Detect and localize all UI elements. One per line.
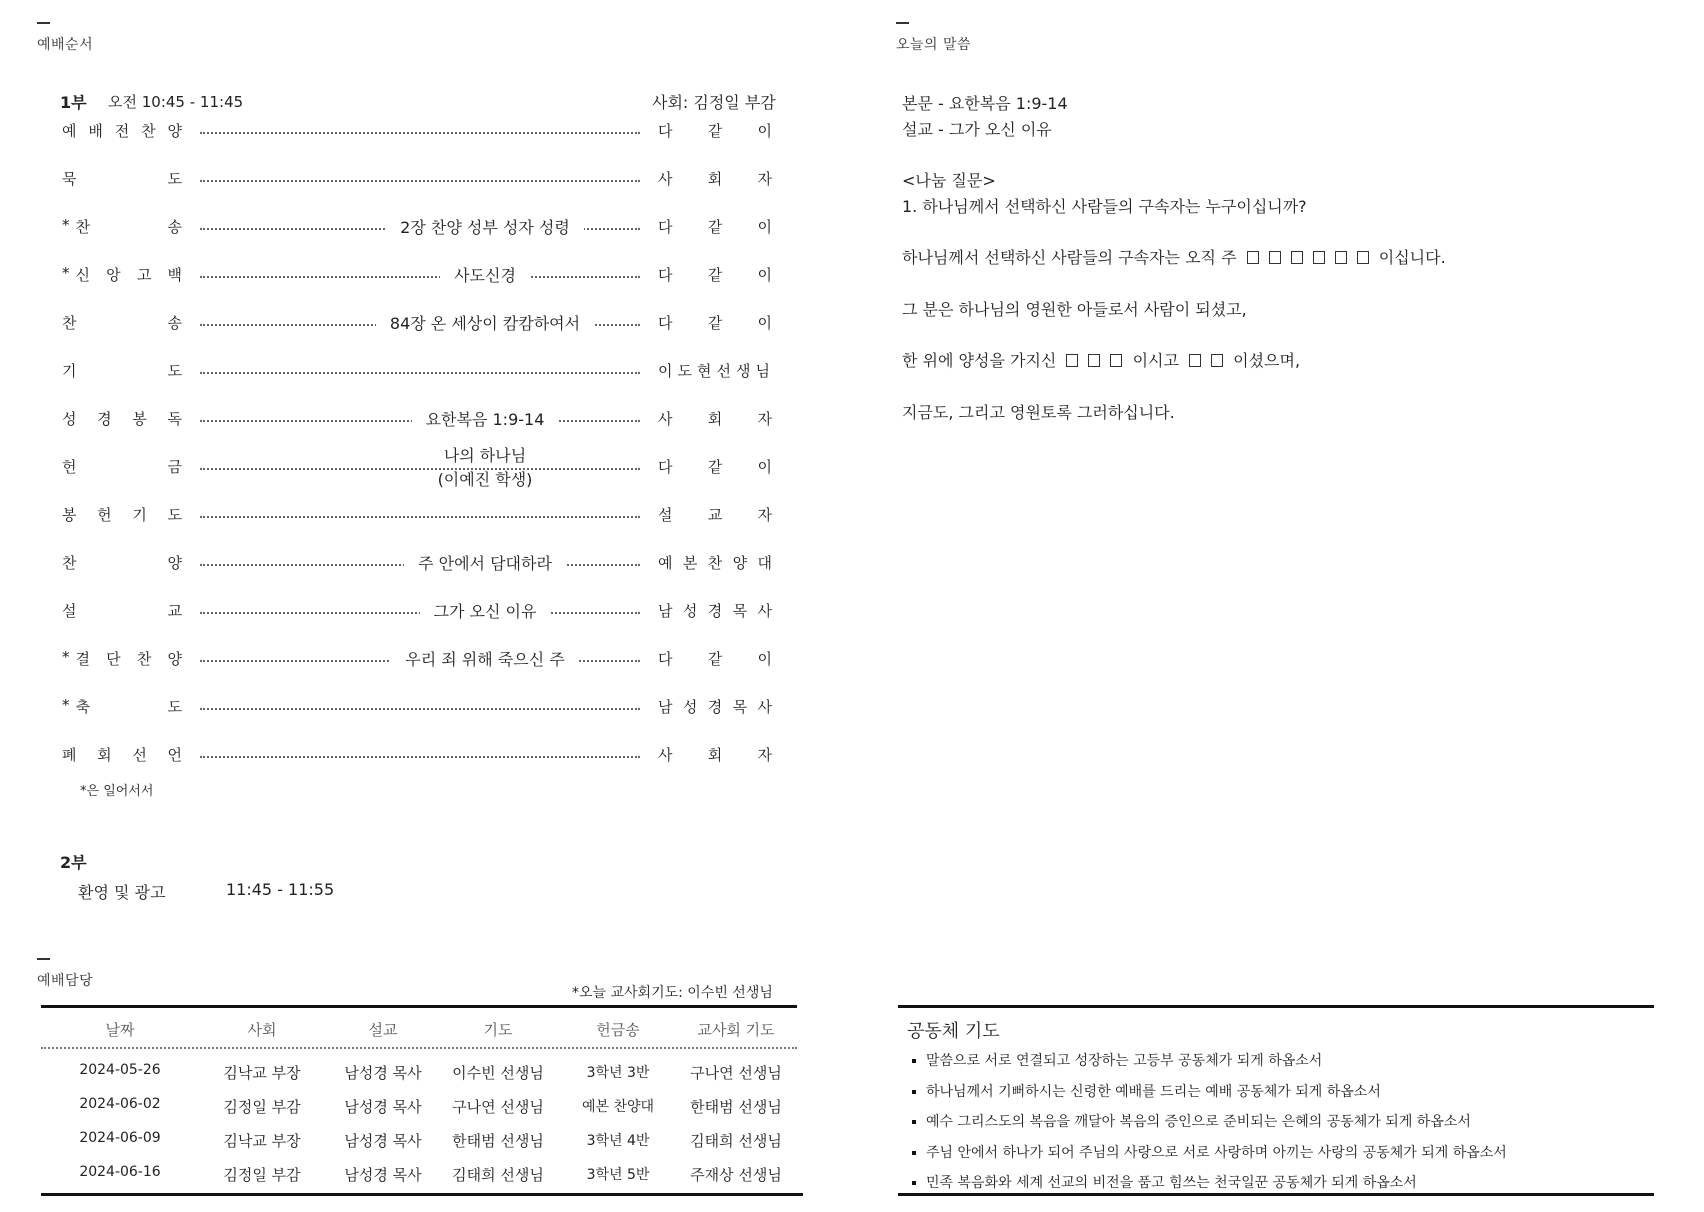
- label-char: 도: [167, 362, 182, 380]
- table-cell: 남성경 목사: [344, 1132, 422, 1150]
- label-char: 성: [62, 410, 77, 428]
- label-char: 백: [167, 266, 182, 284]
- table-header-cell: 날짜: [105, 1021, 135, 1039]
- detail-text: 84장 온 세상이 캄캄하여서: [376, 314, 594, 333]
- order-item-label: [62, 744, 182, 765]
- order-item-label: [62, 504, 182, 525]
- label-char: 금: [167, 458, 182, 476]
- bullet-icon: [912, 1151, 916, 1155]
- label-char: 찬: [136, 650, 152, 668]
- responsible-char: 이: [757, 266, 772, 284]
- order-item-label: [62, 408, 182, 429]
- responsible-char: 교: [707, 506, 723, 524]
- table-cell: 3학년 5반: [586, 1167, 650, 1183]
- prayer-text: 민족 복음화와 세계 선교의 비전을 품고 힘쓰는 천국일꾼 공동체가 되게 하옵소서: [926, 1175, 1417, 1191]
- order-item-responsible: [658, 600, 772, 621]
- responsible-char: 다: [658, 122, 673, 140]
- responsible-char: 이: [757, 314, 772, 332]
- order-item-detail: [324, 648, 646, 672]
- responsible-char: 같: [707, 458, 723, 476]
- leader-dots: [200, 180, 640, 182]
- order-row: [62, 264, 772, 288]
- label-char: 묵: [62, 170, 77, 188]
- label-char: 헌: [97, 506, 112, 524]
- order-row: [62, 360, 772, 384]
- label-char: 기: [62, 362, 77, 380]
- table-header-cell: 헌금송: [596, 1021, 640, 1039]
- table-cell: 2024-06-16: [79, 1164, 161, 1180]
- standing-star: *: [62, 648, 70, 666]
- table-cell: 한태범 선생님: [690, 1098, 782, 1116]
- blank-boxes: [1184, 351, 1228, 370]
- order-row: [62, 216, 772, 240]
- community-prayer-title: 공동체 기도: [907, 1021, 1000, 1042]
- order-row: [62, 504, 772, 528]
- order-item-responsible: [658, 408, 772, 429]
- table-cell: 김낙교 부장: [223, 1132, 301, 1150]
- order-item-label: [62, 216, 182, 237]
- bullet-icon: [912, 1181, 916, 1185]
- responsible-char: 이: [757, 122, 772, 140]
- detail-text: 요한복음 1:9-14: [412, 410, 559, 429]
- standing-star: *: [62, 264, 70, 282]
- prayer-item: [912, 1050, 1322, 1070]
- order-item-responsible: [658, 552, 772, 573]
- leader-dots: [200, 756, 640, 758]
- order-item-label: [62, 456, 182, 477]
- table-cell: 남성경 목사: [344, 1098, 422, 1116]
- order-item-label: [62, 696, 182, 717]
- table-header-cell: 교사회 기도: [697, 1021, 775, 1039]
- leader-dots: [200, 132, 640, 134]
- table-cell: 2024-06-09: [79, 1130, 161, 1146]
- responsible-char: 같: [707, 314, 723, 332]
- order-item-responsible: [658, 216, 772, 237]
- responsible-char: 양: [732, 554, 748, 572]
- order-row: [62, 120, 772, 144]
- prayer-top-rule: [898, 1005, 1654, 1008]
- question-1: 1. 하나님께서 선택하신 사람들의 구속자는 누구이십니까?: [902, 197, 1307, 216]
- order-row: [62, 600, 772, 624]
- responsible-char: 사: [658, 170, 673, 188]
- responsible-char: 같: [707, 122, 723, 140]
- standing-star: *: [62, 216, 70, 234]
- prayer-text: 말씀으로 서로 연결되고 성장하는 고등부 공동체가 되게 하옵소서: [926, 1053, 1323, 1069]
- label-char: 신: [75, 266, 90, 284]
- order-item-responsible: [658, 696, 772, 717]
- responsible-char: 경: [707, 602, 723, 620]
- part2-label: 2부: [60, 853, 87, 872]
- order-item-label: [62, 552, 182, 573]
- answer-1-prefix: 하나님께서 선택하신 사람들의 구속자는 오직 주: [902, 248, 1237, 267]
- responsible-char: 이: [757, 218, 772, 236]
- responsible-char: 경: [707, 698, 723, 716]
- label-char: 도: [167, 506, 182, 524]
- table-cell: 구나연 선생님: [452, 1098, 544, 1116]
- order-item-detail: [324, 312, 646, 336]
- sermon-subject: 설교 - 그가 오신 이유: [902, 120, 1052, 139]
- label-char: 배: [88, 122, 103, 140]
- table-cell: 2024-05-26: [79, 1062, 161, 1078]
- label-char: 설: [62, 602, 77, 620]
- label-char: 찬: [141, 122, 156, 140]
- label-char: 봉: [132, 410, 147, 428]
- responsible-char: 같: [707, 266, 723, 284]
- label-char: 찬: [62, 554, 77, 572]
- responsible-char: 생: [736, 362, 751, 380]
- table-cell: 주재상 선생님: [690, 1166, 782, 1184]
- label-char: 폐: [62, 746, 77, 764]
- label-char: 앙: [106, 266, 121, 284]
- label-char: 찬: [62, 314, 77, 332]
- label-char: 예: [62, 122, 77, 140]
- order-item-detail: [324, 216, 646, 240]
- label-char: 언: [167, 746, 182, 764]
- section-dash: [37, 22, 50, 24]
- responsible-char: 자: [757, 410, 772, 428]
- answer-line-4: 지금도, 그리고 영원토록 그러하십니다.: [902, 403, 1175, 422]
- label-char: 찬: [75, 218, 90, 236]
- label-char: 단: [106, 650, 121, 668]
- responsible-char: 이: [757, 458, 772, 476]
- sermon-text: 본문 - 요한복음 1:9-14: [902, 94, 1068, 113]
- duty-section-title: 예배담당: [37, 973, 94, 989]
- responsible-char: 설: [658, 506, 673, 524]
- responsible-char: 예: [658, 554, 673, 572]
- detail-text-2: (이예진 학생): [424, 470, 547, 489]
- table-cell: 김낙교 부장: [223, 1064, 301, 1082]
- table-header-rule: [41, 1047, 797, 1049]
- responsible-char: 사: [658, 410, 673, 428]
- order-item-detail: [324, 552, 646, 576]
- prayer-item: [912, 1111, 1471, 1131]
- section-dash: [37, 958, 50, 960]
- order-row: [62, 168, 772, 192]
- responsible-char: 다: [658, 458, 673, 476]
- label-char: 송: [167, 218, 182, 236]
- responsible-char: 같: [707, 218, 723, 236]
- order-item-responsible: [658, 312, 772, 333]
- label-char: 경: [97, 410, 112, 428]
- label-char: 회: [97, 746, 112, 764]
- order-row: [62, 648, 772, 672]
- detail-text: 2장 찬양 성부 성자 성령: [386, 218, 584, 237]
- table-cell: 3학년 4반: [586, 1133, 650, 1149]
- table-cell: 김태희 선생님: [690, 1132, 782, 1150]
- order-item-label: [62, 360, 182, 381]
- label-char: 기: [132, 506, 147, 524]
- responsible-char: 다: [658, 266, 673, 284]
- table-cell: 2024-06-02: [79, 1096, 161, 1112]
- order-item-label: [62, 312, 182, 333]
- responsible-char: 현: [697, 362, 712, 380]
- label-char: 전: [114, 122, 130, 140]
- table-cell: 구나연 선생님: [690, 1064, 782, 1082]
- order-item-label: [62, 120, 182, 141]
- responsible-char: 남: [658, 602, 673, 620]
- responsible-char: 도: [677, 362, 692, 380]
- responsible-char: 사: [757, 698, 772, 716]
- responsible-char: 다: [658, 218, 673, 236]
- label-char: 축: [75, 698, 90, 716]
- order-row: [62, 312, 772, 336]
- leader-dots: [200, 516, 640, 518]
- table-bottom-rule: [41, 1193, 803, 1196]
- table-top-rule: [41, 1005, 797, 1008]
- answer-line-1: [902, 245, 1446, 268]
- order-item-responsible: [658, 168, 772, 189]
- responsible-char: 사: [658, 746, 673, 764]
- responsible-char: 같: [707, 650, 723, 668]
- leader-dots: [200, 372, 640, 374]
- responsible-char: 다: [658, 314, 673, 332]
- prayer-bottom-rule: [898, 1193, 1654, 1196]
- prayer-text: 예수 그리스도의 복음을 깨달아 복음의 증인으로 준비되는 은혜의 공동체가 되게 하옵소서: [926, 1114, 1471, 1130]
- responsible-char: 성: [682, 602, 698, 620]
- responsible-char: 성: [682, 698, 698, 716]
- responsible-char: 회: [707, 170, 723, 188]
- responsible-char: 목: [732, 698, 748, 716]
- answer-line-3: [902, 348, 1300, 371]
- order-row: [62, 552, 772, 576]
- responsible-char: 자: [757, 170, 772, 188]
- standing-star: *: [62, 696, 70, 714]
- order-item-responsible: [658, 744, 772, 765]
- order-item-label: [62, 648, 182, 669]
- blank-boxes: [1242, 248, 1374, 267]
- order-item-detail: [324, 600, 646, 624]
- order-item-responsible: [658, 648, 772, 669]
- table-cell: 남성경 목사: [344, 1064, 422, 1082]
- label-char: 도: [167, 170, 182, 188]
- answer-1-suffix: 이십니다.: [1378, 248, 1446, 267]
- prayer-text: 하나님께서 기뻐하시는 신령한 예배를 드리는 예배 공동체가 되게 하옵소서: [926, 1083, 1381, 1100]
- bullet-icon: [912, 1090, 916, 1094]
- table-cell: 김태희 선생님: [452, 1166, 544, 1184]
- label-char: 도: [167, 698, 182, 716]
- detail-text: 주 안에서 담대하라: [404, 554, 566, 573]
- order-item-detail: [324, 408, 646, 432]
- responsible-char: 님: [755, 362, 770, 380]
- order-item-responsible: [658, 264, 772, 285]
- teacher-prayer-note: *오늘 교사회기도: 이수빈 선생님: [572, 985, 773, 1001]
- answer-3-middle: 이시고: [1132, 351, 1179, 370]
- prayer-item: [912, 1172, 1417, 1192]
- responsible-char: 본: [682, 554, 698, 572]
- order-item-responsible: [658, 504, 772, 525]
- order-item-label: [62, 600, 182, 621]
- order-item-responsible: [658, 120, 772, 141]
- responsible-char: 이: [658, 362, 673, 380]
- table-cell: 3학년 3반: [586, 1065, 650, 1081]
- label-char: 양: [167, 650, 182, 668]
- order-row: [62, 744, 772, 768]
- sermon-section-title: 오늘의 말씀: [896, 37, 972, 53]
- prayer-item: [912, 1081, 1381, 1101]
- detail-text: 나의 하나님: [430, 446, 540, 465]
- label-char: 선: [132, 746, 147, 764]
- order-item-label: [62, 168, 182, 189]
- answer-3-suffix: 이셨으며,: [1233, 351, 1301, 370]
- label-char: 봉: [62, 506, 77, 524]
- order-row: [62, 446, 772, 489]
- responsible-char: 사: [757, 602, 772, 620]
- part1-time: 오전 10:45 - 11:45: [108, 93, 244, 111]
- order-item-responsible: [658, 456, 772, 477]
- label-char: 고: [136, 266, 152, 284]
- order-row: [62, 408, 772, 432]
- order-item-detail: [324, 264, 646, 288]
- table-cell: 김정일 부감: [223, 1166, 301, 1184]
- responsible-char: 대: [757, 554, 772, 572]
- table-header-cell: 사회: [247, 1021, 277, 1039]
- responsible-char: 목: [732, 602, 748, 620]
- blank-boxes: [1061, 351, 1127, 370]
- label-char: 헌: [62, 458, 77, 476]
- responsible-char: 이: [757, 650, 772, 668]
- order-item-detail: [324, 444, 646, 492]
- detail-text: 그가 오신 이유: [420, 602, 551, 621]
- responsible-char: 다: [658, 650, 673, 668]
- section-dash: [896, 22, 909, 24]
- answer-3-prefix: 한 위에 양성을 가지신: [902, 351, 1057, 370]
- order-item-responsible: [658, 360, 770, 381]
- table-cell: 한태범 선생님: [452, 1132, 544, 1150]
- label-char: 결: [75, 650, 90, 668]
- order-item-label: [62, 264, 182, 285]
- order-row: [62, 696, 772, 720]
- responsible-char: 남: [658, 698, 673, 716]
- responsible-char: 회: [707, 410, 723, 428]
- responsible-char: 선: [716, 362, 731, 380]
- label-char: 독: [167, 410, 182, 428]
- standing-note: *은 일어서서: [80, 784, 154, 799]
- question-heading: <나눔 질문>: [902, 171, 996, 190]
- answer-line-2: 그 분은 하나님의 영원한 아들로서 사람이 되셨고,: [902, 300, 1247, 319]
- table-header-cell: 기도: [483, 1021, 513, 1039]
- part1-leader: 사회: 김정일 부감: [652, 93, 776, 112]
- table-cell: 예본 찬양대: [581, 1099, 655, 1115]
- label-char: 교: [167, 602, 182, 620]
- table-cell: 이수빈 선생님: [452, 1064, 544, 1082]
- prayer-text: 주님 안에서 하나가 되어 주님의 사랑으로 서로 사랑하며 아끼는 사랑의 공동체가 되게 하옵소서: [926, 1144, 1507, 1161]
- responsible-char: 자: [757, 506, 772, 524]
- label-char: 송: [167, 314, 182, 332]
- detail-text: 우리 죄 위해 죽으신 주: [391, 650, 578, 669]
- bullet-icon: [912, 1059, 916, 1063]
- table-cell: 남성경 목사: [344, 1166, 422, 1184]
- responsible-char: 회: [707, 746, 723, 764]
- part1-label: 1부: [60, 93, 87, 112]
- bullet-icon: [912, 1120, 916, 1124]
- label-char: 양: [167, 554, 182, 572]
- responsible-char: 찬: [707, 554, 723, 572]
- table-cell: 김정일 부감: [223, 1098, 301, 1116]
- detail-text: 사도신경: [440, 266, 530, 285]
- label-char: 양: [167, 122, 182, 140]
- order-section-title: 예배순서: [37, 37, 94, 53]
- leader-dots: [200, 708, 640, 710]
- responsible-char: 자: [757, 746, 772, 764]
- prayer-item: [912, 1142, 1507, 1162]
- part2-time: 11:45 - 11:55: [226, 880, 335, 899]
- table-header-cell: 설교: [368, 1021, 398, 1039]
- part2-item: 환영 및 광고: [78, 883, 166, 902]
